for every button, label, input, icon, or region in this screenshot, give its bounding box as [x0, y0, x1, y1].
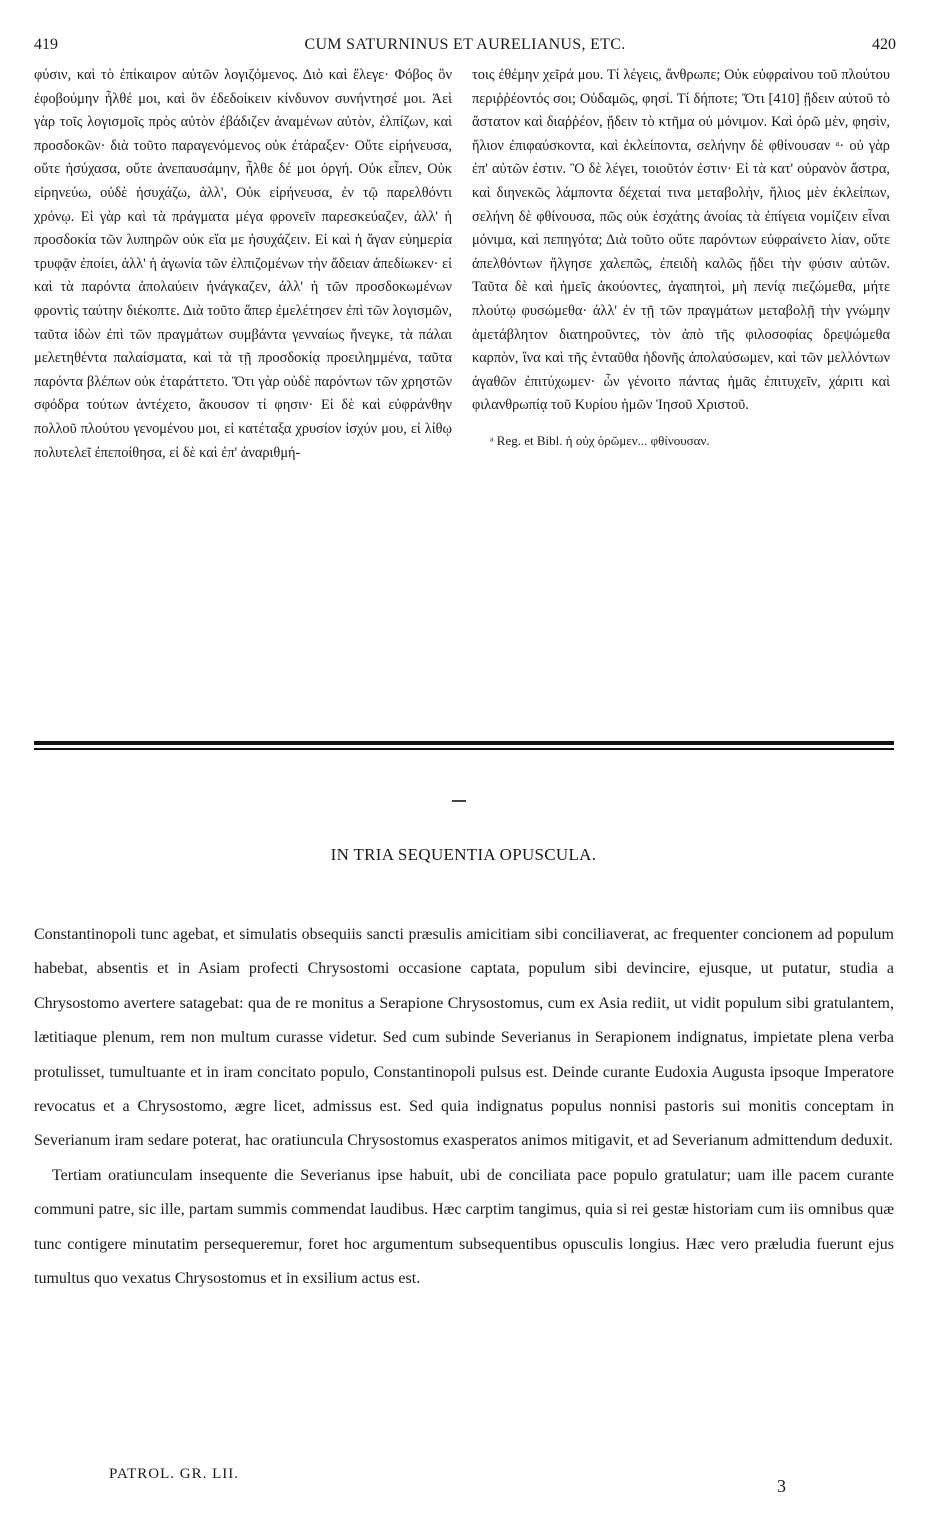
page-number-left: 419 — [34, 36, 58, 53]
sheet-number: 3 — [777, 1476, 786, 1496]
running-header — [34, 36, 896, 58]
greek-column-left — [34, 64, 452, 465]
running-title: CUM SATURNINUS ET AURELIANUS, ETC. — [304, 36, 626, 53]
page-number-right: 420 — [872, 36, 896, 53]
latin-introduction — [34, 918, 894, 1296]
latin-paragraph-2: Tertiam oratiunculam insequente die Severianus ipse habuit, ubi de conciliata pace populo gratulatur; uam ille pacem curante communi patre, sic ille, partam summis commendat laudibus. Hæc carptim tangimus, quia si rei gestæ historiam cum iis omnibus quæ tunc contigere minutatim persequeremur, foret hoc argumentum subsequentibus opusculis longius. Hæc vero præludia fuerunt ejus tumultus quo vexatus Chrysostomus et in exsilium actus est. — [34, 1166, 894, 1288]
ornament-dash — [452, 800, 466, 802]
latin-paragraph-1: Constantinopoli tunc agebat, et simulatis obsequiis sancti præsulis amicitiam sibi conciliaverat, ac frequenter concionem ad populum habebat, absentis et in Asiam profecti Chrysostomi occasione captata, populum sibi devincire, ejusque, ut putatur, studia a Chrysostomo avertere satagebat: qua de re monitus a Serapione Chrysostomus, cum ex Asia rediit, ut vidit populum sibi gratulantem, lætitiaque plenum, rem non multum curasse videtur. Sed cum subinde Severianus in Serapionem indignatus, impietate plena verba protulisset, tumultuante et in iram concitato populo, Constantinopoli pulsus est. Deinde curante Eudoxia Augusta ipsoque Imperatore revocatus et a Chrysostomo, ægre licet, admissus est. Sed quia indignatus populus nonnisi pastoris sui monitis conceptam in Severianum iram sedare poterat, hac oratiuncula Chrysostomus exasperatos animos mitigavit, et ad Severianum admittendum deduxit. — [34, 926, 894, 1150]
left-column-text: φύσιν, καὶ τὸ ἐπίκαιρον αὐτῶν λογιζόμενος. Διὸ καὶ ἔλεγε· Φόβος ὃν ἐφοβούμην ἦλθέ μοι, καὶ ὃν ἐδεδοίκειν κίνδυνον συνήντησέ μοι. Ἀεὶ γὰρ τοῖς λογισμοῖς πρὸς αὐτὸν ἐβάδιζεν ἀναμένων αὐτὸν, ἐλπίζων, καὶ προσδοκῶν· διὰ τοῦτο παραγενόμενος οὐκ ἐτάραξεν· Οὔτε εἰρήνευσα, οὔτε ἡσύχασα, οὔτε ἀνεπαυσάμην, ἦλθε δέ μοι ὀργή. Οὐκ εἶπεν, Οὐκ εἰρηνεύω, οὐδὲ ἡσυχάζω, ἀλλ', Οὐκ εἰρήνευσα, ἐν τῷ παρελθόντι χρόνῳ. Εἰ γὰρ καὶ τὰ πράγματα μέγα φρονεῖν παρεσκεύαζεν, ἀλλ' ἡ προσδοκία τῶν λυπηρῶν οὐκ εἴα με ἡσυχάζειν. Εἰ καὶ ἡ ἄγαν εὐημερία τρυφᾷν ἐποίει, ἀλλ' ἡ ἀγωνία τῶν ἐλπιζομένων τὴν ἄδειαν ἀπεδίωκεν· εἰ καὶ τὰ παρόντα ἀπολαύειν ἠνάγκαζεν, ἀλλ' ἡ τῶν προσδοκωμένων φροντὶς ταύτην διέκοπτε. Διὰ τοῦτο ἅπερ ἐμελέτησεν ἐπὶ τῶν λογισμῶν, ταῦτα ἰδὼν ἐπὶ τῶν πραγμάτων συμβάντα γενναίως ἤνεγκε, τὰ πάλαι μελετηθέντα παλαίσματα, καὶ τὰ τῇ προσδοκίᾳ προειλημμένα, ταῦτα παρόντα βλέπων οὐκ ἐταράττετο. Ὅτι γὰρ οὐδὲ παρόντων τῶν χρηστῶν σφόδρα τούτων ἀντέχετο, ἄκουσον τί φησιν· Εἰ δὲ καὶ εὐφράνθην πολλοῦ πλούτου γενομένου μοι, εἰ κατέταξα χρυσίον ἰσχύν μου, εἰ λίθῳ πολυτελεῖ ἐπεποίθησα, εἰ δὲ καὶ ἐπ' ἀναριθμή- — [34, 67, 452, 461]
section-divider-thin — [34, 748, 894, 750]
section-divider-thick — [34, 741, 894, 745]
section-title: IN TRIA SEQUENTIA OPUSCULA. — [330, 845, 597, 864]
printer-signature: PATROL. GR. LII. — [109, 1466, 240, 1482]
footnote: ᵃ Reg. et Bibl. ἡ οὐχ ὁρῶμεν... φθίνουσαν. — [490, 432, 710, 448]
greek-column-right — [472, 64, 890, 450]
right-column-text: τοις ἐθέμην χεῖρά μου. Τί λέγεις, ἄνθρωπε; Οὐκ εὐφραίνου τοῦ πλούτου περιῤῥέοντός σοι; Οὐδαμῶς, φησί. Τί δήποτε; Ὅτι [410] ᾔδειν αὐτοῦ τὸ ἄστατον καὶ διαῤῥέον, ᾔδειν τὸ κτῆμα οὐ μόνιμον. Καὶ ὁρῶ μὲν, φησὶν, ἥλιον ἐπιφαύσκοντα, καὶ ἐκλείποντα, σελήνην δὲ φθίνουσαν ᵃ· οὐ γὰρ ἐπ' αὐτῶν ἐστιν. Ὃ δὲ λέγει, τοιοῦτόν ἐστιν· Εἰ τὰ κατ' οὐρανὸν ἄστρα, καὶ διηνεκῶς λάμποντα δέχεταί τινα μεταβολὴν, ἥλιος μὲν ἐκλείπων, σελήνη δὲ φθίνουσα, πῶς οὐκ ἐσχάτης ἀνοίας τὰ ἐπίγεια νομίζειν εἶναι μόνιμα, καὶ πεπηγότα; Διὰ τοῦτο οὔτε παρόντων εὐφραίνετο λίαν, οὔτε ἀπελθόντων ἤλγησε χαλεπῶς, ἐπειδὴ καλῶς ᾔδει τὴν φύσιν αὐτῶν. Ταῦτα δὲ καὶ ἡμεῖς ἀκούοντες, ἀγαπητοὶ, μὴ πενίᾳ πιεζώμεθα, μήτε πλούτῳ φυσώμεθα· ἀλλ' ἐν τῇ τῶν πραγμάτων μεταβολῇ τὴν γνώμην ἀμετάβλητον διατηροῦντες, τὸν ἀπὸ τῆς φιλοσοφίας δρεψώμεθα καρπὸν, ἵνα καὶ τῆς ἐνταῦθα ἡδονῆς ἀπολαύσωμεν, καὶ τῶν μελλόντων ἀγαθῶν ἐπιτύχωμεν· ὧν γένοιτο πάντας ἡμᾶς ἐπιτυχεῖν, χάριτι καὶ φιλανθρωπίᾳ τοῦ Κυρίου ἡμῶν Ἰησοῦ Χριστοῦ. — [472, 67, 890, 414]
